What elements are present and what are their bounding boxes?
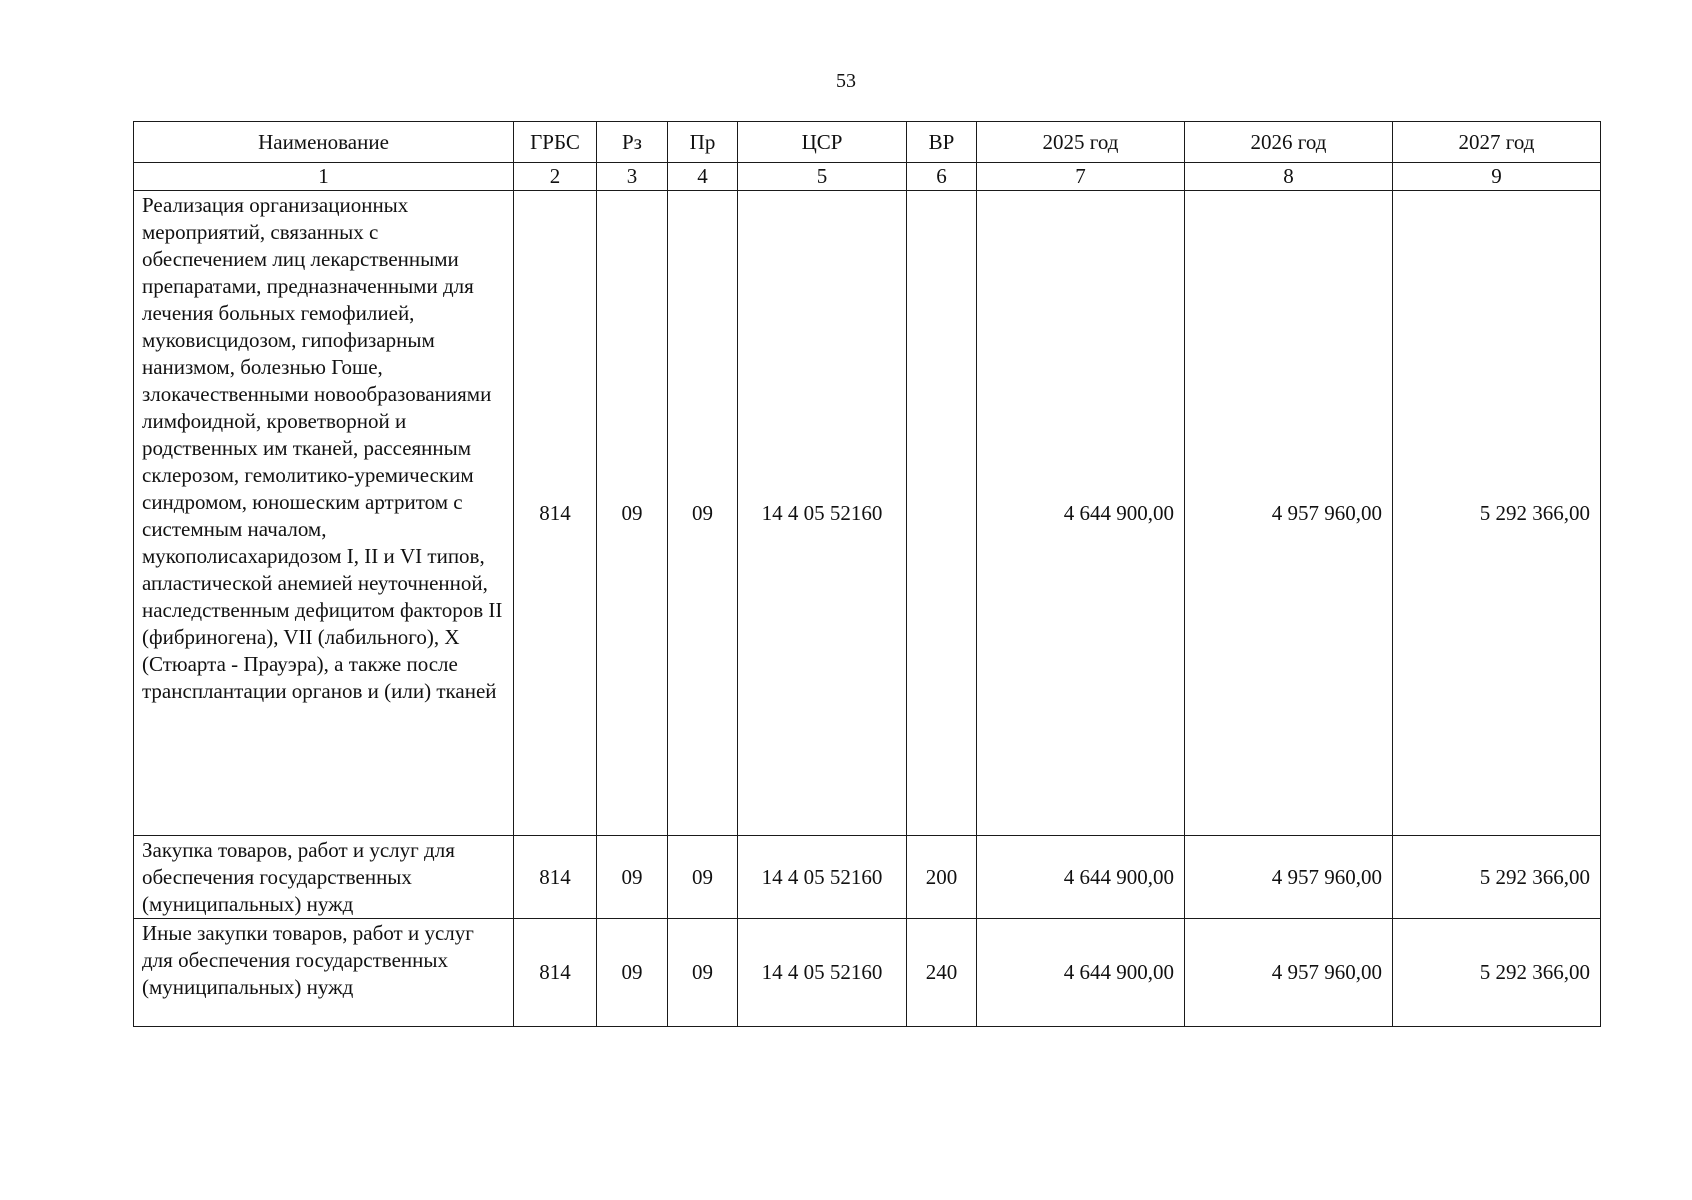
column-number: 2 [514, 163, 597, 191]
row-amount-2026: 4 957 960,00 [1185, 191, 1393, 836]
row-rz: 09 [597, 836, 668, 919]
row-pr: 09 [668, 191, 738, 836]
row-amount-2026: 4 957 960,00 [1185, 919, 1393, 1027]
header-vr: ВР [907, 122, 977, 163]
row-vr: 240 [907, 919, 977, 1027]
row-amount-2027: 5 292 366,00 [1393, 836, 1601, 919]
row-amount-2027: 5 292 366,00 [1393, 191, 1601, 836]
column-number: 8 [1185, 163, 1393, 191]
row-amount-2025: 4 644 900,00 [977, 836, 1185, 919]
header-rz: Рз [597, 122, 668, 163]
header-2026: 2026 год [1185, 122, 1393, 163]
row-amount-2026: 4 957 960,00 [1185, 836, 1393, 919]
row-name: Реализация организационных мероприятий, связанных с обеспечением лиц лекарственными препаратами, предназначенными для лечения больных гемофилией, муковисцидозом, гипофизарным нанизмом, болезнью Гоше, злокачественными новообразованиями лимфоидной, кроветворной и родственных им тканей, рассеянным склерозом, гемолитико-уремическим синдромом, юношеским артритом с системным началом, мукополисахаридозом I, II и VI типов, апластической анемией неуточненной, наследственным дефицитом факторов II (фибриногена), VII (лабильного), X (Стюарта - Прауэра), а также после трансплантации органов и (или) тканей [134, 191, 514, 836]
header-csr: ЦСР [738, 122, 907, 163]
header-name: Наименование [134, 122, 514, 163]
row-csr: 14 4 05 52160 [738, 919, 907, 1027]
column-number: 4 [668, 163, 738, 191]
row-amount-2027: 5 292 366,00 [1393, 919, 1601, 1027]
row-grbs: 814 [514, 191, 597, 836]
column-number-row [134, 163, 1601, 191]
row-rz: 09 [597, 919, 668, 1027]
header-pr: Пр [668, 122, 738, 163]
header-2027: 2027 год [1393, 122, 1601, 163]
column-number: 5 [738, 163, 907, 191]
row-rz: 09 [597, 191, 668, 836]
table-row [134, 919, 1601, 1027]
row-vr [907, 191, 977, 836]
row-grbs: 814 [514, 836, 597, 919]
row-csr: 14 4 05 52160 [738, 191, 907, 836]
table-row [134, 836, 1601, 919]
row-amount-2025: 4 644 900,00 [977, 919, 1185, 1027]
row-pr: 09 [668, 836, 738, 919]
row-pr: 09 [668, 919, 738, 1027]
row-name: Закупка товаров, работ и услуг для обеспечения государственных (муниципальных) нужд [134, 836, 514, 919]
budget-table [133, 121, 1601, 1027]
header-grbs: ГРБС [514, 122, 597, 163]
row-grbs: 814 [514, 919, 597, 1027]
column-number: 1 [134, 163, 514, 191]
header-2025: 2025 год [977, 122, 1185, 163]
header-row [134, 122, 1601, 163]
column-number: 7 [977, 163, 1185, 191]
column-number: 3 [597, 163, 668, 191]
page-number: 53 [836, 70, 856, 92]
column-number: 9 [1393, 163, 1601, 191]
row-amount-2025: 4 644 900,00 [977, 191, 1185, 836]
row-name: Иные закупки товаров, работ и услуг для обеспечения государственных (муниципальных) нужд [134, 919, 514, 1027]
row-csr: 14 4 05 52160 [738, 836, 907, 919]
table-row [134, 191, 1601, 836]
column-number: 6 [907, 163, 977, 191]
row-vr: 200 [907, 836, 977, 919]
